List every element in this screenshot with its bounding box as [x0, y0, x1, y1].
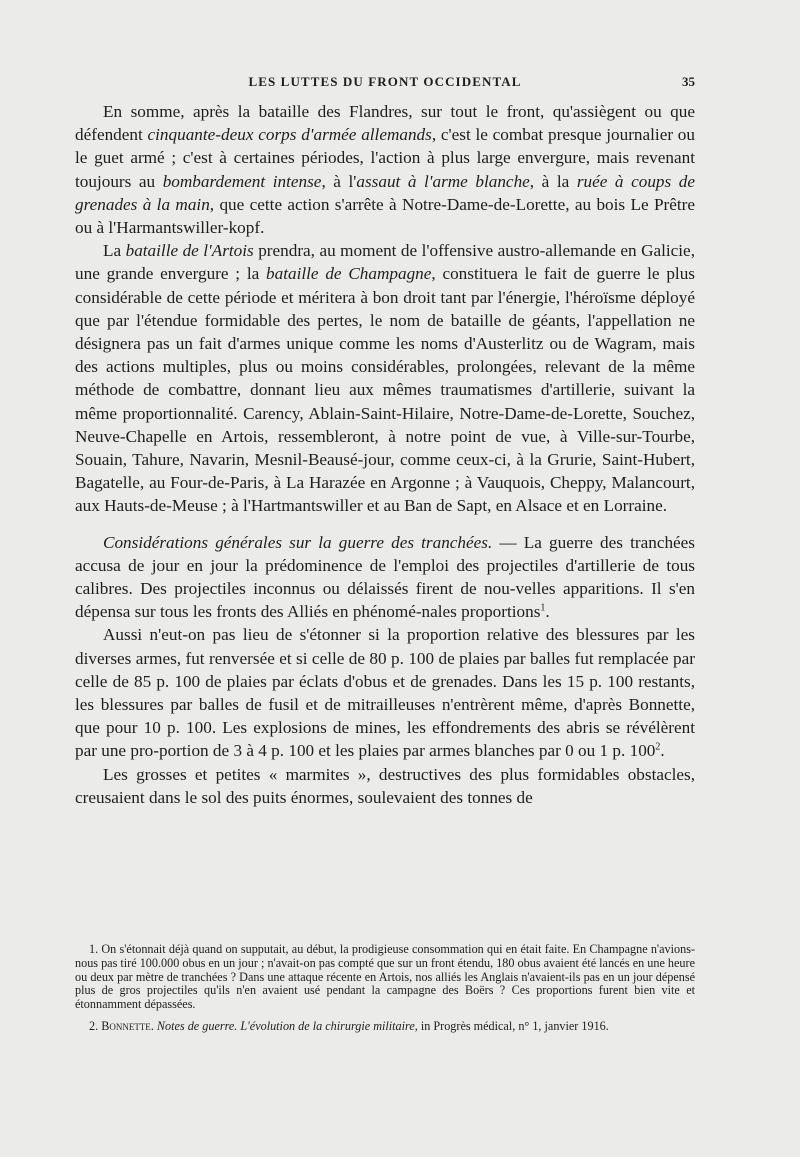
footnote-1: 1. On s'étonnait déjà quand on supputait, au début, la prodigieuse consommation qui en était faite. En Champagne n'avions-nous pas tiré 100.000 obus en un jour ; n'avait-on pas compté que sur un front étendu, 180 obus avaient été lancés en une heure ou deux par mètre de tranchées ? Dans une attaque récente en Artois, nos alliés les Anglais n'avaient-ils pas en un jour dépensé plus de gros projectiles qu'ils n'en avaient usé pendant la campagne des Boërs ? Ces proportions furent bien vite et étonnamment dépassées.	[75, 942, 695, 1012]
body-text	[75, 100, 695, 809]
footnote-title: Notes de guerre. L'évolution de la chirurgie militaire	[156, 1018, 415, 1033]
emphasis: assaut à l'arme blanche	[356, 171, 530, 191]
emphasis: ruée à coups de grenades à la main	[75, 171, 695, 214]
paragraph-5: Les grosses et petites « marmites », destructives des plus formidables obstacles, creusaient dans le sol des puits énormes, soulevaient des tonnes de	[75, 764, 695, 807]
footnote-2: 2. Bonnette. Notes de guerre. L'évolution de la chirurgie militaire, in Progrès médical, n° 1, janvier 1916.	[89, 1018, 609, 1033]
page-header	[75, 74, 695, 96]
footnote-ref: 1	[540, 602, 546, 614]
emphasis: bombardement intense	[162, 171, 322, 191]
emphasis: cinquante-deux corps d'armée allemands	[147, 125, 432, 145]
footnote-author: Bonnette	[101, 1018, 151, 1033]
section-heading: Considérations générales sur la guerre des tranchées.	[103, 532, 493, 552]
emphasis: bataille de Champagne	[266, 264, 432, 284]
paragraph-2: La bataille de l'Artois prendra, au moment de l'offensive austro-allemande en Galicie, une grande envergure ; la bataille de Champagne, constituera le fait de guerre le plus considérable de cette période et méritera à bon droit tant par l'énergie, l'héroïsme déployé que par l'étendue formidable des pertes, le nom de bataille de géants, l'appellation ne désignera pas un fait d'armes unique comme les noms d'Austerlitz ou de Wagram, mais des actions multiples, plus ou moins considérables, prolongées, relevant de la même méthode de combattre, donnant lieu aux mêmes traumatismes d'artillerie, suivant la même proportionnalité. Carency, Ablain-Saint-Hilaire, Notre-Dame-de-Lorette, Souchez, Neuve-Chapelle en Artois, ressembleront, à notre point de vue, à Ville-sur-Tourbe, Souain, Tahure, Navarin, Mesnil-Beausé-jour, comme ceux-ci, à la Grurie, Saint-Hubert, Bagatelle, au Four-de-Paris, à La Harazée en Argonne ; à Vauquois, Cheppy, Malancourt, aux Hauts-de-Meuse ; à l'Hartmantswiller et au Ban de Sapt, en Alsace et en Lorraine.	[75, 241, 695, 516]
footnotes	[75, 943, 695, 1042]
paragraph-1: En somme, après la bataille des Flandres, sur tout le front, qu'assiègent ou que défendent cinquante-deux corps d'armée allemands, c'est le combat presque journalier ou le guet armé ; c'est à certaines périodes, l'action à plus large envergure, mais revenant toujours au bombardement intense, à l'assaut à l'arme blanche, à la ruée à coups de grenades à la main, que cette action s'arrête à Notre-Dame-de-Lorette, au bois Le Prêtre ou à l'Harmantswiller-kopf.	[75, 102, 695, 238]
paragraph-4: Aussi n'eut-on pas lieu de s'étonner si la proportion relative des blessures par les diverses armes, fut renversée et si celle de 80 p. 100 de plaies par balles fut remplacée par celle de 85 p. 100 de plaies par éclats d'obus et de grenades. Dans les 15 p. 100 restants, les blessures par balles de fusil et de mitrailleuses n'entrèrent même, d'après Bonnette, que pour 10 p. 100. Les explosions de mines, les effondrements des abris se révélèrent par une pro-portion de 3 à 4 p. 100 et les plaies par armes blanches par 0 ou 1 p. $100^2$.	[75, 625, 695, 761]
paragraph-3: Considérations générales sur la guerre des tranchées. — La guerre des tranchées accusa de jour en jour la prédominence de l'emploi des projectiles d'artillerie de tous calibres. Des projectiles inconnus ou délaissés firent de nou-velles apparitions. Il s'en dépensa sur tous les fronts des Alliés en phénomé-nales proportions$^1$.	[75, 532, 695, 622]
page-number: 35	[682, 74, 695, 89]
running-title: LES LUTTES DU FRONT OCCIDENTAL	[248, 74, 522, 89]
emphasis: bataille de l'Artois	[125, 241, 254, 261]
footnote-ref: 2	[655, 741, 661, 753]
